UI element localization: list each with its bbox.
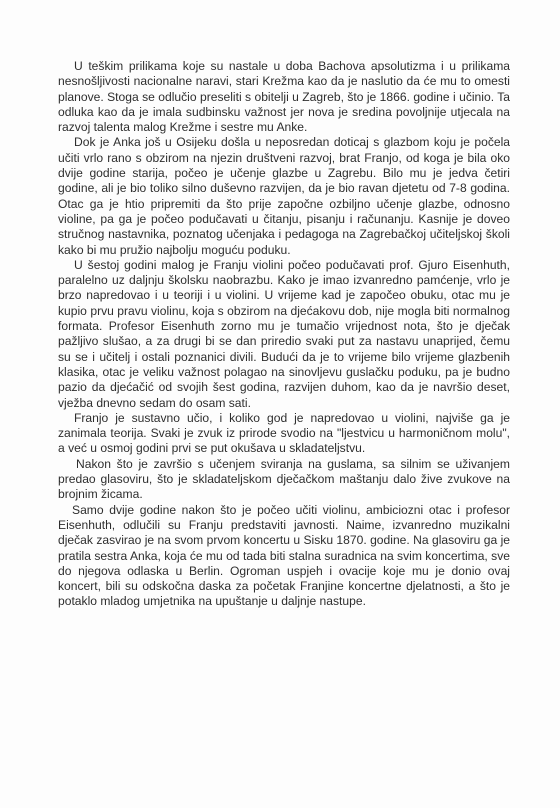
paragraph-5: Nakon što je završio s učenjem sviranja na guslama, sa silnim se uživanjem predao glasoviru, što je skladateljskom dječačkom maštanju dalo žive zvukove na brojnim žicama. [58,456,510,502]
paragraph-1: U teškim prilikama koje su nastale u doba Bachova apsolutizma i u prilikama nesnošljivosti nacionalne naravi, stari Krežma kao da je naslutio da će mu to omesti planove. Stoga se odlučio preseliti s obitelji u Zagreb, što je 1866. godine i učinio. Ta odluka kao da je imala sudbinsku važnost jer nova je sredina povoljnije utjecala na razvoj talenta malog Krežme i sestre mu Anke. [58,59,510,135]
paragraph-3: U šestoj godini malog je Franju violini počeo podučavati prof. Gjuro Eisenhuth, paralelno uz daljnju školsku naobrazbu. Kako je imao izvanredno pamćenje, vrlo je brzo napredovao i u teoriji i u violini. U vrijeme kad je započeo obuku, otac mu je kupio prvu pravu violinu, koja s obzirom na djećakovu dob, nije mogla biti normalnog formata. Profesor Eisenhuth zorno mu je tumačio vrijednost nota, što je dječak pažljivo slušao, a za drugi bi se dan priredio svaki put za nastavu unaprijed, čemu su se i učitelj i ostali poznanici divili. Budući da je to vrijeme bilo vrijeme glazbenih klasika, otac je veliku važnost polagao na sinovljevu guslačku poduku, pa je budno pazio da djećačić od svojih šest godina, razvijen duhom, kao da je navršio deset, vježba dnevno sedam do osam sati. [58,257,510,410]
paragraph-2: Dok je Anka još u Osijeku došla u neposredan doticaj s glazbom koju je počela učiti vrlo rano s obzirom na njezin društveni razvoj, brat Franjo, od koga je bila oko dvije godine starija, počeo je učenje glazbe u Zagrebu. Bilo mu je jedva četiri godine, ali je bio toliko silno duševno razvijen, da je bio ravan djetetu od 7-8 godina. Otac ga je htio pripremiti da što prije započne ozbiljno učenje glazbe, odnosno violine, pa ga je počeo podučavati u čitanju, pisanju i računanju. Kasnije je doveo stručnog nastavnika, poznatog učenjaka i pedagoga na Zagrebačkoj učiteljskoj školi kako bi mu pružio najbolju moguću poduku. [58,135,510,257]
body-text [58,59,510,610]
paragraph-4: Franjo je sustavno učio, i koliko god je napredovao u violini, najviše ga je zanimala teorija. Svaki je zvuk iz prirode svodio na "ljestvicu u harmoničnom molu", a već u osmoj godini prvi se put okušava u skladateljstvu. [58,410,510,456]
paragraph-6: Samo dvije godine nakon što je počeo učiti violinu, ambiciozni otac i profesor Eisenhuth, odlučili su Franju predstaviti javnosti. Naime, izvanredno muzikalni dječak zasvirao je na svom prvom koncertu u Sisku 1870. godine. Na glasoviru ga je pratila sestra Anka, koja će mu od tada biti stalna suradnica na svim koncertima, sve do njegova odlaska u Berlin. Ogroman uspjeh i ovacije koje mu je donio ovaj koncert, bili su odskočna daska za početak Franjine koncertne djelatnosti, a što je potaklo mladog umjetnika na upuštanje u daljnje nastupe. [58,502,510,609]
